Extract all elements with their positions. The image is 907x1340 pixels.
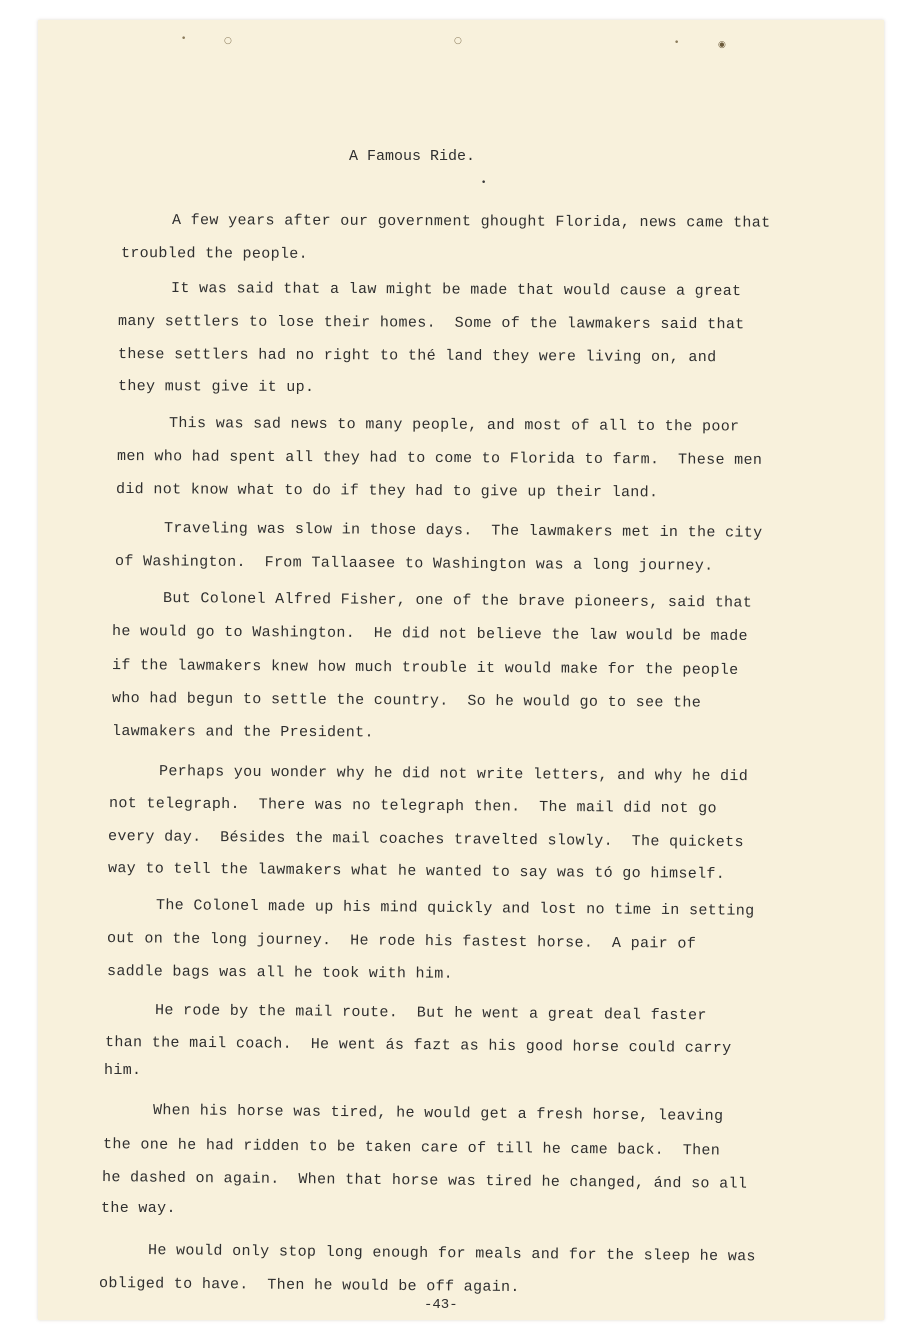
ink-dot: • (481, 178, 487, 188)
text-line-27: When his horse was tired, he would get a fresh horse, leaving (152, 1102, 724, 1125)
text-line-17: Perhaps you wonder why he did not write letters, and why he did (158, 763, 749, 786)
text-line-16: lawmakers and the President. (111, 723, 374, 742)
text-line-9: did not know what to do if they had to give up their land. (115, 481, 659, 502)
text-line-21: The Colonel made up his mind quickly and lost no time in setting (155, 897, 755, 920)
text-line-19: every day. Bésides the mail coaches travelted slowly. The quickets (107, 828, 744, 852)
punch-hole: ◉ (718, 40, 726, 50)
text-line-15: who had begun to settle the country. So he would go to see the (111, 690, 702, 712)
document-title: A Famous Ride. (349, 148, 476, 165)
text-line-23: saddle bags was all he took with him. (106, 963, 454, 983)
document-page (38, 20, 884, 1320)
text-line-12: But Colonel Alfred Fisher, one of the brave pioneers, said that (162, 590, 753, 612)
text-line-4: many settlers to lose their homes. Some of the lawmakers said that (117, 313, 745, 334)
punch-mark: • (674, 38, 680, 48)
text-line-28: the one he had ridden to be taken care of till he came back. Then (102, 1136, 721, 1160)
text-line-29: he dashed on again. When that horse was tired he changed, ánd so all (101, 1169, 748, 1193)
text-line-8: men who had spent all they had to come to Florida to farm. These men (116, 448, 763, 469)
text-line-5: these settlers had no right to thé land they were living on, and (117, 346, 717, 367)
text-line-2: troubled the people. (120, 245, 309, 263)
punch-hole: ○ (454, 36, 462, 46)
text-line-10: Traveling was slow in those days. The lawmakers met in the city (163, 520, 763, 542)
text-line-6: they must give it up. (117, 378, 315, 397)
text-line-3: It was said that a law might be made that would cause a great (170, 280, 742, 300)
text-line-26: him. (104, 1062, 142, 1079)
text-line-1: A few years after our government ghought Florida, news came that (171, 212, 771, 232)
text-line-11: of Washington. From Tallaasee to Washington was a long journey. (114, 553, 714, 575)
text-line-32: obliged to have. Then he would be off again. (98, 1275, 520, 1297)
punch-hole: ○ (224, 36, 232, 46)
text-line-31: He would only stop long enough for meals and for the sleep he was (147, 1242, 756, 1266)
text-line-25: than the mail coach. He went ás fazt as his good horse could carry (104, 1034, 732, 1058)
text-line-20: way to tell the lawmakers what he wanted to say was tó go himself. (107, 860, 726, 883)
punch-mark: • (181, 34, 187, 44)
page-number: -43- (424, 1297, 458, 1313)
text-line-24: He rode by the mail route. But he went a great deal faster (154, 1002, 707, 1025)
text-line-13: he would go to Washington. He did not believe the law would be made (111, 623, 748, 645)
text-line-7: This was sad news to many people, and most of all to the poor (168, 415, 740, 436)
text-line-14: if the lawmakers knew how much trouble it would make for the people (111, 657, 739, 679)
text-line-22: out on the long journey. He rode his fastest horse. A pair of (106, 930, 697, 953)
text-line-30: the way. (101, 1200, 176, 1217)
text-line-18: not telegraph. There was no telegraph then. The mail did not go (108, 795, 717, 818)
